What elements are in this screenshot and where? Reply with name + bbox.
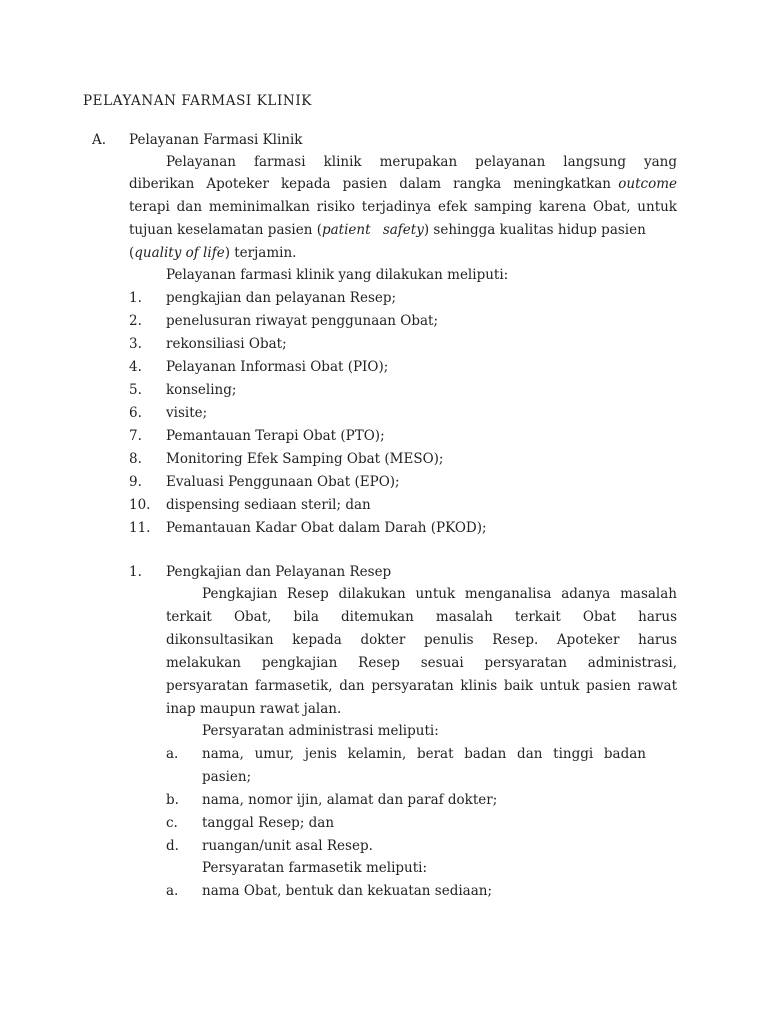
subsection-marker: 1. [129, 564, 142, 580]
list-item: nama, nomor ijin, alamat dan paraf dokter; [202, 792, 498, 808]
list-letter: a. [166, 883, 179, 899]
paragraph-line: terapi dan meminimalkan risiko terjadinya efek samping karena Obat, untuk [129, 199, 677, 215]
paragraph-line [129, 244, 296, 262]
list-item: dispensing sediaan steril; dan [166, 497, 371, 513]
paragraph-line: inap maupun rawat jalan. [166, 701, 342, 717]
list-intro: Persyaratan administrasi meliputi: [202, 723, 439, 739]
list-letter: a. [166, 746, 179, 762]
list-number: 4. [129, 359, 142, 375]
list-number: 7. [129, 428, 142, 444]
list-item: Pelayanan Informasi Obat (PIO); [166, 359, 389, 375]
paragraph-text [129, 221, 646, 239]
paragraph-line [129, 221, 677, 239]
section-heading: Pelayanan Farmasi Klinik [129, 132, 303, 148]
list-item: rekonsiliasi Obat; [166, 336, 287, 352]
list-item: nama Obat, bentuk dan kekuatan sediaan; [202, 883, 493, 899]
emphasis-text: outcome [618, 176, 677, 192]
list-item: Monitoring Efek Samping Obat (MESO); [166, 451, 444, 467]
list-intro: Pelayanan farmasi klinik yang dilakukan meliputi: [166, 267, 509, 283]
paragraph-line: melakukan pengkajian Resep sesuai persyaratan administrasi, [166, 655, 677, 671]
paragraph-line [129, 175, 677, 193]
emphasis-text: patient safety [321, 222, 424, 238]
document-title: PELAYANAN FARMASI KLINIK [83, 93, 312, 109]
list-number: 6. [129, 405, 142, 421]
emphasis-text: quality of life [134, 245, 225, 261]
paragraph-line: dikonsultasikan kepada dokter penulis Resep. Apoteker harus [166, 632, 677, 648]
paragraph-text: diberikan Apoteker kepada pasien dalam rangka meningkatkan [129, 176, 611, 192]
list-number: 11. [129, 520, 151, 536]
list-number: 1. [129, 290, 142, 306]
paragraph-line: terkait Obat, bila ditemukan masalah terkait Obat harus [166, 609, 677, 625]
list-item-continuation: pasien; [202, 769, 252, 785]
list-number: 3. [129, 336, 142, 352]
list-item: Pemantauan Terapi Obat (PTO); [166, 428, 385, 444]
paragraph-line: Pengkajian Resep dilakukan untuk menganalisa adanya masalah [202, 586, 677, 602]
list-number: 9. [129, 474, 142, 490]
paragraph-text: tujuan keselamatan pasien ( [129, 222, 322, 238]
list-item: Evaluasi Penggunaan Obat (EPO); [166, 474, 400, 490]
list-item: konseling; [166, 382, 237, 398]
list-item: tanggal Resep; dan [202, 815, 335, 831]
list-number: 5. [129, 382, 142, 398]
list-intro: Persyaratan farmasetik meliputi: [202, 860, 428, 876]
subsection-heading: Pengkajian dan Pelayanan Resep [166, 564, 392, 580]
list-letter: d. [166, 838, 179, 854]
list-item: pengkajian dan pelayanan Resep; [166, 290, 397, 306]
paragraph-text: ) terjamin. [224, 245, 297, 261]
paragraph-text: ) sehingga kualitas hidup pasien [423, 222, 646, 238]
paragraph-line: persyaratan farmasetik, dan persyaratan klinis baik untuk pasien rawat [166, 678, 677, 694]
list-item: nama, umur, jenis kelamin, berat badan dan tinggi badan [202, 746, 646, 762]
paragraph-text: ( [129, 245, 135, 261]
list-item: ruangan/unit asal Resep. [202, 838, 373, 854]
list-number: 2. [129, 313, 142, 329]
paragraph-line: Pelayanan farmasi klinik merupakan pelayanan langsung yang [166, 154, 677, 170]
list-item: penelusuran riwayat penggunaan Obat; [166, 313, 439, 329]
section-marker: A. [92, 132, 107, 148]
list-letter: b. [166, 792, 179, 808]
list-item: visite; [166, 405, 208, 421]
list-item: Pemantauan Kadar Obat dalam Darah (PKOD); [166, 520, 487, 536]
list-letter: c. [166, 815, 178, 831]
list-number: 10. [129, 497, 151, 513]
list-number: 8. [129, 451, 142, 467]
